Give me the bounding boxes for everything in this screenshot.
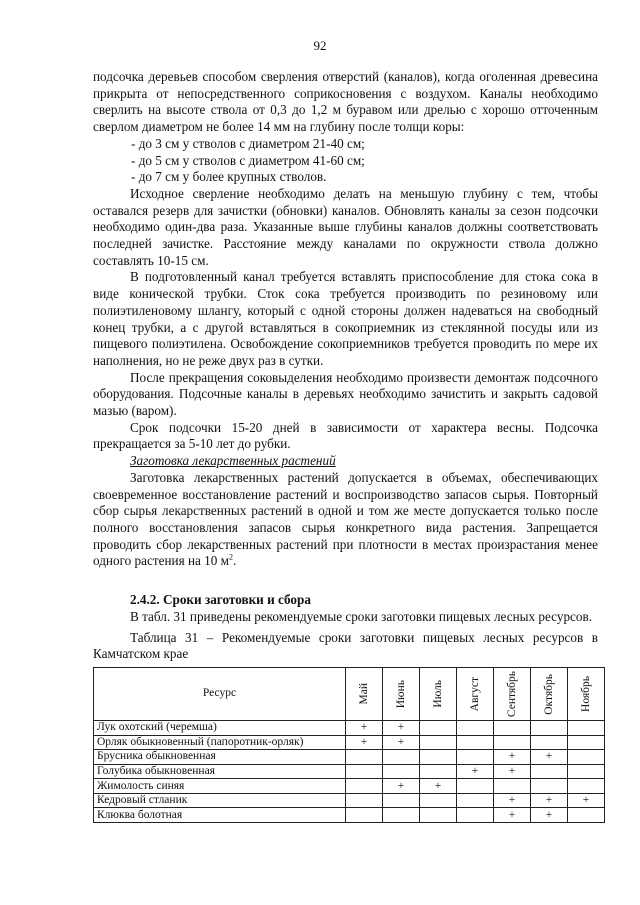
table-row xyxy=(94,735,605,750)
month-mark-cell: + xyxy=(383,720,420,735)
month-mark-cell xyxy=(383,793,420,808)
month-mark-cell xyxy=(457,808,494,823)
resource-name-cell: Орляк обыкновенный (папоротник-орляк) xyxy=(94,735,346,750)
paragraph-1: подсочка деревьев способом сверления отверстий (каналов), когда оголенная древесина прикрыта от непосредственного соприкосновения с воздухом. Каналы необходимо сверлить на высоте ствола от 0,3 до 1,2 м буравом или дрелью с хорошо отточенным сверлом диаметром не более 14 мм на глубину после толщи коры: xyxy=(93,69,598,135)
month-mark-cell: + xyxy=(420,779,457,794)
resource-name-cell: Жимолость синяя xyxy=(94,779,346,794)
paragraph-3: В подготовленный канал требуется вставлять приспособление для стока сока в виде конической трубки. Сток сока требуется производить по резиновому или полиэтиленовому шлангу, который с одной стороны должен надеваться на свободный конец трубки, а с другой вставляться в сокоприемник из стеклянной посуды или из пищевого полиэтилена. Освобождение сокоприемников требуется проводить по мере их наполнения, но не реже двух раз в сутки. xyxy=(93,269,598,368)
month-mark-cell: + xyxy=(383,779,420,794)
month-header: Сентябрь xyxy=(494,667,531,720)
paragraph-6-end: . xyxy=(232,553,237,569)
month-header: Октябрь xyxy=(531,667,568,720)
month-mark-cell: + xyxy=(457,764,494,779)
superscript-2: 2 xyxy=(228,553,233,562)
resource-name-cell: Лук охотский (черемша) xyxy=(94,720,346,735)
paragraph-4: После прекращения соковыделения необходимо произвести демонтаж подсочного оборудования. Подсочные каналы в деревьях необходимо зачистить и закрыть садовой мазью (варом). xyxy=(93,369,598,419)
table-row xyxy=(94,808,605,823)
month-header: Май xyxy=(346,667,383,720)
table-caption: Таблица 31 – Рекомендуемые сроки заготовки пищевых лесных ресурсов в Камчатском крае xyxy=(93,629,598,662)
table-body xyxy=(94,720,605,822)
table-row xyxy=(94,750,605,765)
month-header: Июнь xyxy=(383,667,420,720)
month-mark-cell xyxy=(420,808,457,823)
month-mark-cell xyxy=(346,808,383,823)
month-mark-cell xyxy=(383,764,420,779)
month-mark-cell xyxy=(531,735,568,750)
page-content xyxy=(93,69,598,823)
month-mark-cell xyxy=(420,764,457,779)
paragraph-5: Срок подсочки 15-20 дней в зависимости от характера весны. Подсочка прекращается за 5-10 лет до рубки. xyxy=(93,419,598,452)
month-mark-cell xyxy=(457,793,494,808)
month-mark-cell xyxy=(494,720,531,735)
month-mark-cell xyxy=(383,750,420,765)
list-item: - до 7 см у более крупных стволов. xyxy=(131,169,327,185)
month-mark-cell xyxy=(420,735,457,750)
month-mark-cell xyxy=(420,720,457,735)
month-mark-cell xyxy=(457,720,494,735)
month-mark-cell xyxy=(568,808,605,823)
resource-name-cell: Клюква болотная xyxy=(94,808,346,823)
month-mark-cell xyxy=(568,764,605,779)
subheading-medicinal-plants: Заготовка лекарственных растений xyxy=(130,453,336,469)
month-mark-cell: + xyxy=(494,793,531,808)
month-mark-cell xyxy=(457,735,494,750)
month-mark-cell xyxy=(346,764,383,779)
month-mark-cell xyxy=(531,764,568,779)
month-mark-cell xyxy=(568,735,605,750)
month-mark-cell xyxy=(346,793,383,808)
resource-name-cell: Кедровый стланик xyxy=(94,793,346,808)
month-mark-cell xyxy=(531,720,568,735)
list-item: - до 3 см у стволов с диаметром 21-40 см; xyxy=(131,135,365,151)
table-row xyxy=(94,764,605,779)
month-mark-cell xyxy=(457,779,494,794)
month-mark-cell: + xyxy=(494,750,531,765)
resource-name-cell: Брусника обыкновенная xyxy=(94,750,346,765)
month-mark-cell xyxy=(420,750,457,765)
month-mark-cell xyxy=(383,808,420,823)
month-mark-cell xyxy=(494,779,531,794)
month-mark-cell xyxy=(494,735,531,750)
month-mark-cell: + xyxy=(346,720,383,735)
paragraph-6-text: Заготовка лекарственных растений допускается в объемах, обеспечивающих своевременное восстановление растений и воспроизводство запасов сырья. Повторный сбор сырья лекарственных растений в одной и том же месте допускается только после полного восстановления запасов сырья конкретного вида растения. Запрещается проводить сбор лекарственных растений при плотности в местах произрастания менее одного растения на 10 м xyxy=(93,469,598,569)
month-mark-cell xyxy=(346,750,383,765)
month-mark-cell: + xyxy=(346,735,383,750)
month-header: Ноябрь xyxy=(568,667,605,720)
month-mark-cell xyxy=(568,720,605,735)
month-header: Август xyxy=(457,667,494,720)
paragraph-2: Исходное сверление необходимо делать на меньшую глубину с тем, чтобы оставался резерв для зачистки (обновки) каналов. Обновлять каналы за сезон подсочки необходимо один-два раза. Указанные выше глубины каналов должны соответствовать последней зачистке. Расстояние между каналами по окружности ствола должно составлять 10-15 см. xyxy=(93,185,598,268)
month-mark-cell xyxy=(457,750,494,765)
month-mark-cell xyxy=(568,750,605,765)
month-header: Июль xyxy=(420,667,457,720)
month-mark-cell xyxy=(568,779,605,794)
table-header-row xyxy=(94,667,605,720)
table-row xyxy=(94,793,605,808)
month-mark-cell xyxy=(420,793,457,808)
paragraph-6 xyxy=(93,470,598,570)
resource-name-cell: Голубика обыкновенная xyxy=(94,764,346,779)
month-mark-cell xyxy=(531,779,568,794)
list-item: - до 5 см у стволов с диаметром 41-60 см; xyxy=(131,152,365,168)
table-row xyxy=(94,720,605,735)
month-mark-cell xyxy=(346,779,383,794)
table-row xyxy=(94,779,605,794)
resource-header: Ресурс xyxy=(94,667,346,720)
paragraph-7: В табл. 31 приведены рекомендуемые сроки заготовки пищевых лесных ресурсов. xyxy=(130,608,593,624)
month-mark-cell: + xyxy=(531,750,568,765)
harvest-terms-table xyxy=(93,667,605,823)
month-mark-cell: + xyxy=(383,735,420,750)
month-mark-cell: + xyxy=(568,793,605,808)
month-mark-cell: + xyxy=(494,764,531,779)
month-mark-cell: + xyxy=(494,808,531,823)
page-number: 92 xyxy=(313,38,327,53)
month-mark-cell: + xyxy=(531,808,568,823)
month-mark-cell: + xyxy=(531,793,568,808)
section-heading: 2.4.2. Сроки заготовки и сбора xyxy=(130,592,311,608)
